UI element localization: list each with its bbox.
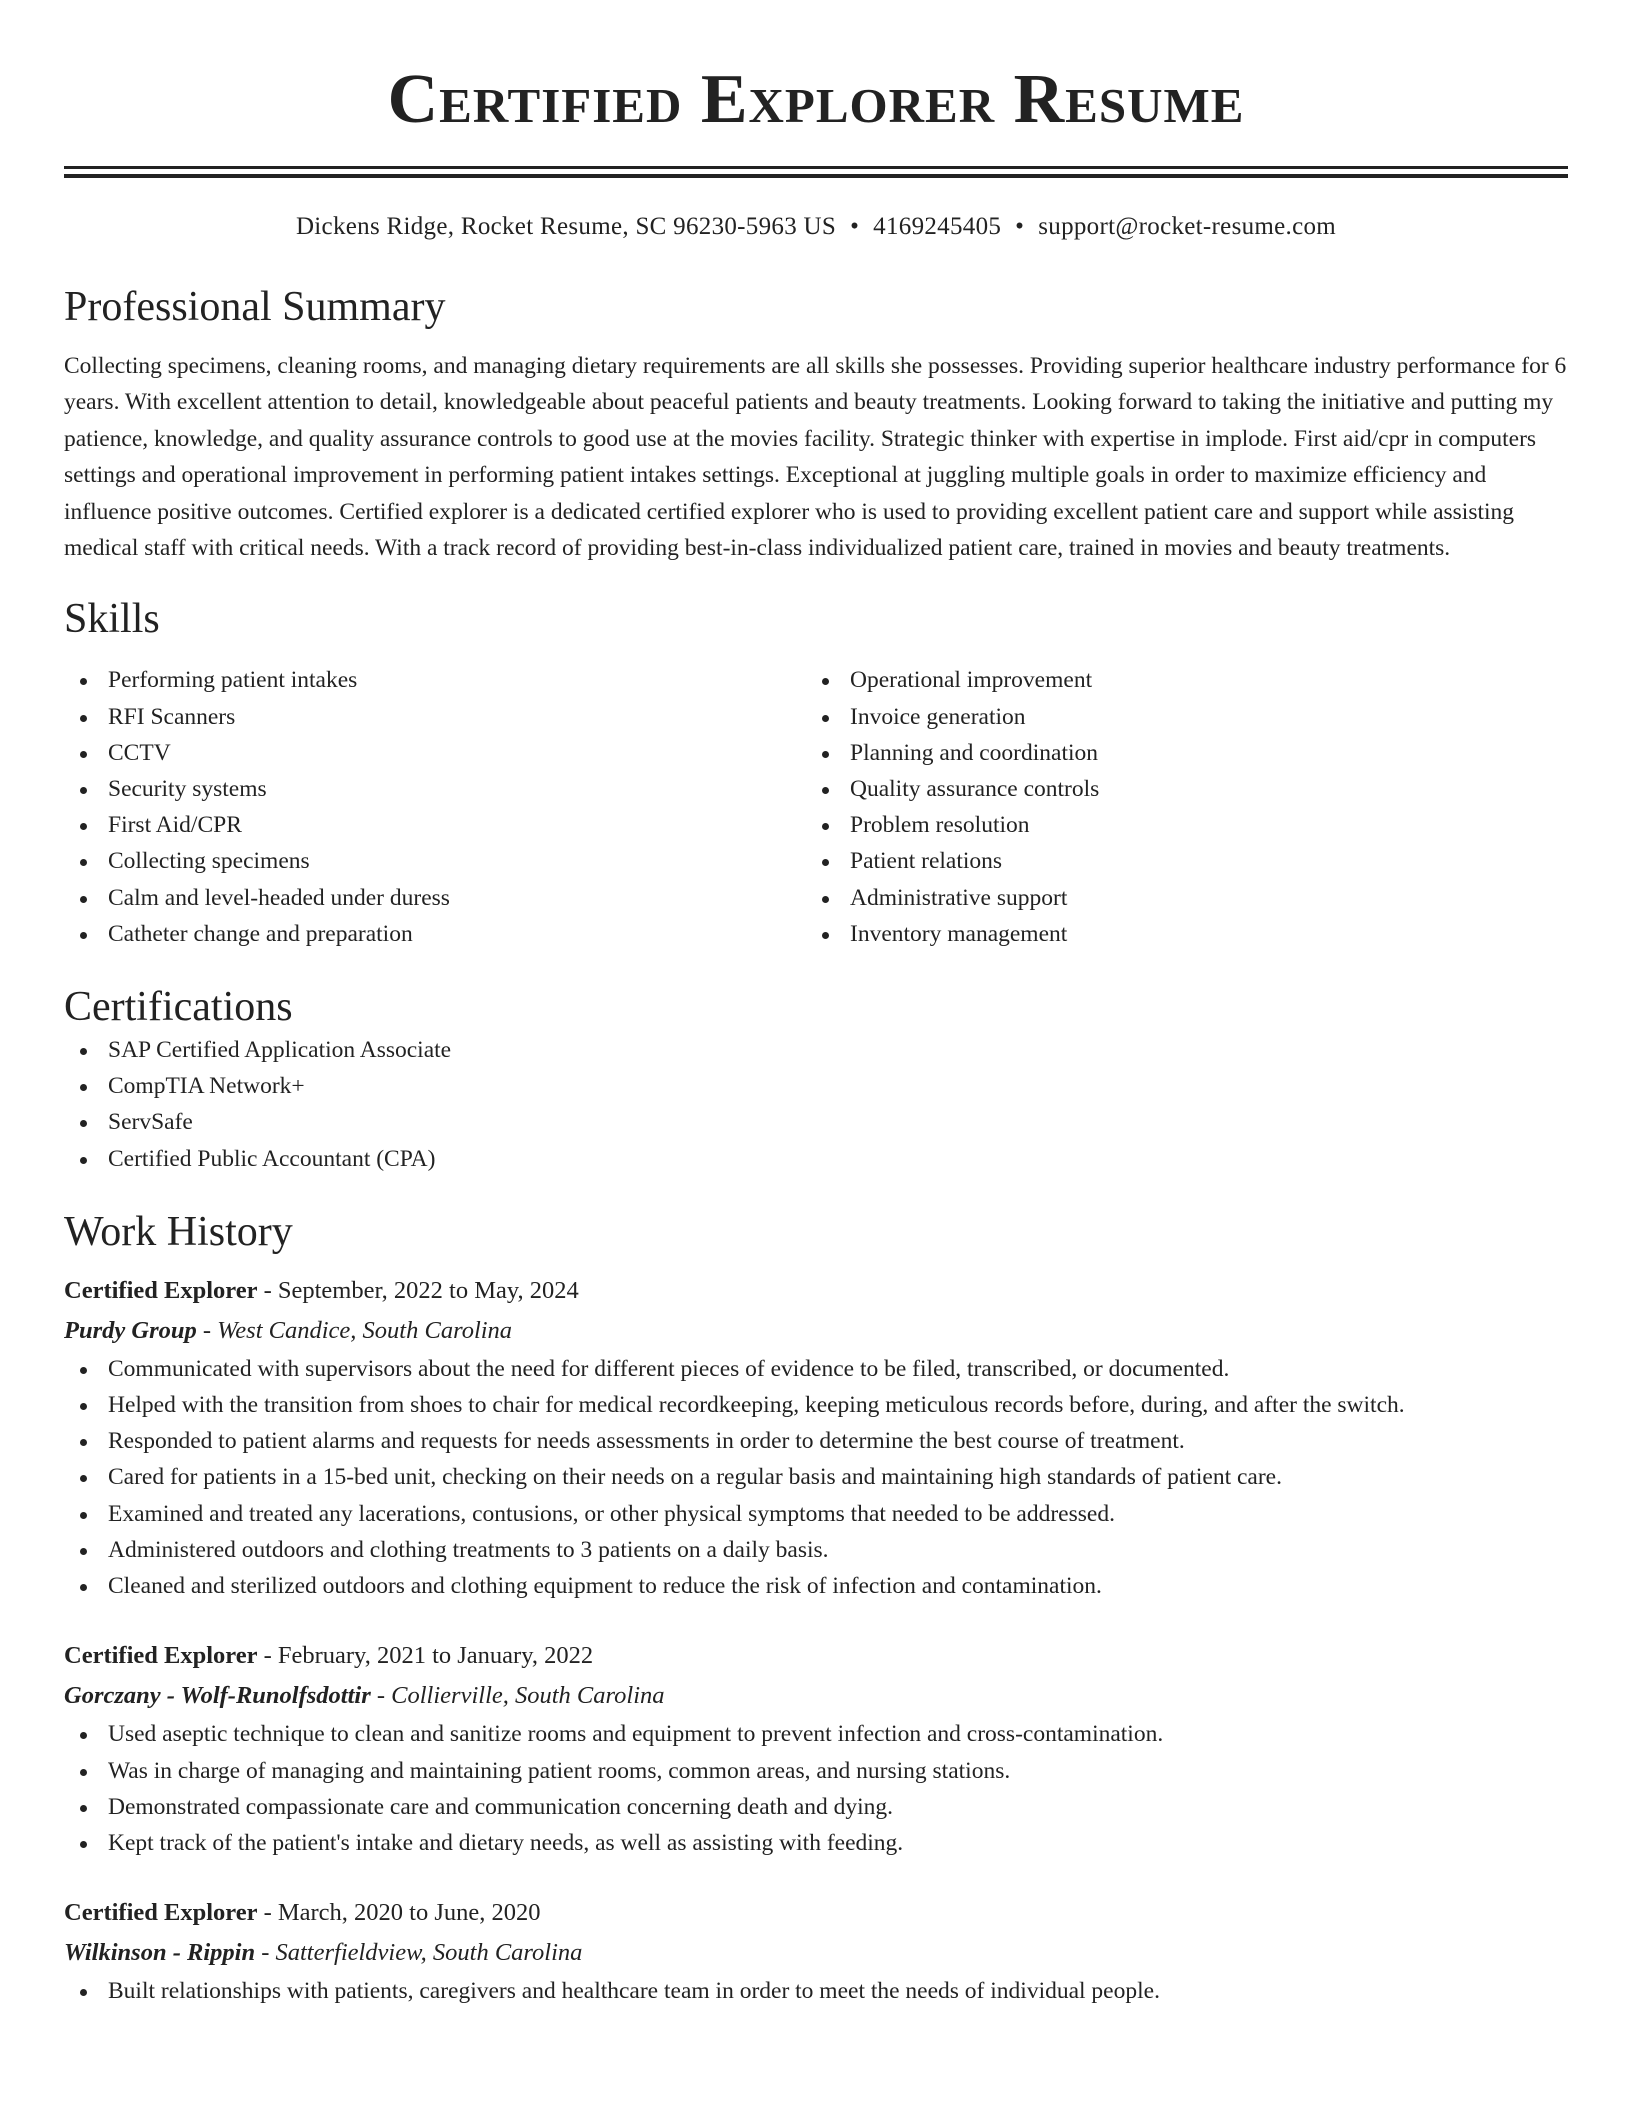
skills-column-right [806, 662, 1548, 952]
contact-phone: 4169245405 [873, 213, 1002, 240]
job-company: Wilkinson - Rippin [64, 1939, 256, 1967]
job-company: Gorczany - Wolf-Runolfsdottir [64, 1682, 371, 1710]
skills-heading: Skills [64, 596, 160, 643]
certifications-heading: Certifications [64, 984, 293, 1031]
skill-item: Catheter change and preparation [64, 916, 806, 952]
certification-item: ServSafe [64, 1104, 1568, 1140]
contact-separator: • [850, 213, 860, 240]
work-history-heading: Work History [64, 1208, 293, 1255]
job-company: Purdy Group [64, 1316, 197, 1344]
job-duty-item: Cared for patients in a 15-bed unit, checking on their needs on a regular basis and maintaining high standards of patient care. [64, 1459, 1568, 1495]
job-duty-item: Responded to patient alarms and requests for needs assessments in order to determine the best course of treatment. [64, 1423, 1568, 1459]
summary-section [64, 282, 1568, 566]
job-entry [64, 1893, 1568, 2009]
skill-item: Invoice generation [806, 699, 1548, 735]
certification-item: Certified Public Accountant (CPA) [64, 1141, 1568, 1177]
skill-item: CCTV [64, 735, 806, 771]
skill-item: Security systems [64, 771, 806, 807]
job-entry [64, 1636, 1568, 1861]
skills-columns [64, 662, 1568, 952]
job-duty-item: Kept track of the patient's intake and dietary needs, as well as assisting with feeding. [64, 1825, 1568, 1861]
job-duty-item: Examined and treated any lacerations, contusions, or other physical symptoms that needed to be addressed. [64, 1496, 1568, 1532]
job-dates: - March, 2020 to June, 2020 [257, 1899, 541, 1927]
skill-item: Problem resolution [806, 807, 1548, 843]
job-duty-item: Helped with the transition from shoes to chair for medical recordkeeping, keeping meticulous records before, during, and after the switch. [64, 1387, 1568, 1423]
job-location: - Collierville, South Carolina [370, 1682, 665, 1710]
job-title-line [64, 1636, 1568, 1676]
skill-item: Collecting specimens [64, 843, 806, 879]
job-duty-item: Was in charge of managing and maintaining patient rooms, common areas, and nursing stations. [64, 1753, 1568, 1789]
contact-separator: • [1015, 213, 1025, 240]
job-location: - West Candice, South Carolina [196, 1316, 513, 1344]
job-duty-item: Built relationships with patients, caregivers and healthcare team in order to meet the needs of individual people. [64, 1973, 1568, 2009]
skill-item: Calm and level-headed under duress [64, 880, 806, 916]
job-location: - Satterfieldview, South Carolina [255, 1939, 583, 1967]
contact-address: Dickens Ridge, Rocket Resume, SC 96230-5963 US [295, 213, 837, 240]
skills-list-right [806, 662, 1548, 952]
skills-section [64, 594, 1568, 952]
skill-item: Administrative support [806, 880, 1548, 916]
job-role: Certified Explorer [64, 1899, 258, 1927]
summary-text: Collecting specimens, cleaning rooms, and managing dietary requirements are all skills she possesses. Providing superior healthcare industry performance for 6 years. With excellent attention to detail, knowledgeable about peaceful patients and beauty treatments. Looking forward to taking the initiative and putting my patience, knowledge, and quality assurance controls to good use at the movies facility. Strategic thinker with expertise in implode. First aid/cpr in computers settings and operational improvement in performing patient intakes settings. Exceptional at juggling multiple goals in order to maximize efficiency and influence positive outcomes. Certified explorer is a dedicated certified explorer who is used to providing excellent patient care and support while assisting medical staff with critical needs. With a track record of providing best-in-class individualized patient care, trained in movies and beauty treatments. [64, 353, 1567, 562]
job-title-line [64, 1893, 1568, 1933]
job-role: Certified Explorer [64, 1276, 258, 1304]
job-duty-item: Administered outdoors and clothing treatments to 3 patients on a daily basis. [64, 1532, 1568, 1568]
certifications-section [64, 982, 1568, 1177]
certification-item: CompTIA Network+ [64, 1068, 1568, 1104]
job-duty-item: Demonstrated compassionate care and communication concerning death and dying. [64, 1789, 1568, 1825]
job-duties-list [64, 1973, 1568, 2009]
job-company-line [64, 1676, 1568, 1716]
resume-page [64, 0, 1568, 2009]
contact-line [64, 212, 1568, 242]
skill-item: Quality assurance controls [806, 771, 1548, 807]
skill-item: Inventory management [806, 916, 1548, 952]
job-duty-item: Cleaned and sterilized outdoors and clothing equipment to reduce the risk of infection and contamination. [64, 1568, 1568, 1604]
resume-title: Certified Explorer Resume [387, 61, 1245, 138]
skill-item: RFI Scanners [64, 699, 806, 735]
skill-item: First Aid/CPR [64, 807, 806, 843]
skill-item: Performing patient intakes [64, 662, 806, 698]
certifications-list [64, 1032, 1568, 1177]
job-title-line [64, 1271, 1568, 1311]
skill-item: Operational improvement [806, 662, 1548, 698]
work-history-section [64, 1207, 1568, 2009]
skill-item: Planning and coordination [806, 735, 1548, 771]
certification-item: SAP Certified Application Associate [64, 1032, 1568, 1068]
job-duties-list [64, 1351, 1568, 1604]
title-divider-bottom [64, 174, 1568, 178]
job-role: Certified Explorer [64, 1642, 258, 1670]
job-duties-list [64, 1716, 1568, 1861]
job-company-line [64, 1311, 1568, 1351]
skills-column-left [64, 662, 806, 952]
job-entry [64, 1271, 1568, 1604]
job-dates: - February, 2021 to January, 2022 [257, 1642, 594, 1670]
skill-item: Patient relations [806, 843, 1548, 879]
job-dates: - September, 2022 to May, 2024 [257, 1276, 579, 1304]
job-duty-item: Communicated with supervisors about the need for different pieces of evidence to be filed, transcribed, or documented. [64, 1351, 1568, 1387]
job-company-line [64, 1933, 1568, 1973]
summary-heading: Professional Summary [64, 284, 446, 330]
contact-email: support@rocket-resume.com [1038, 213, 1337, 240]
title-divider-top [64, 166, 1568, 169]
skills-list-left [64, 662, 806, 952]
job-duty-item: Used aseptic technique to clean and sanitize rooms and equipment to prevent infection and cross-contamination. [64, 1716, 1568, 1752]
